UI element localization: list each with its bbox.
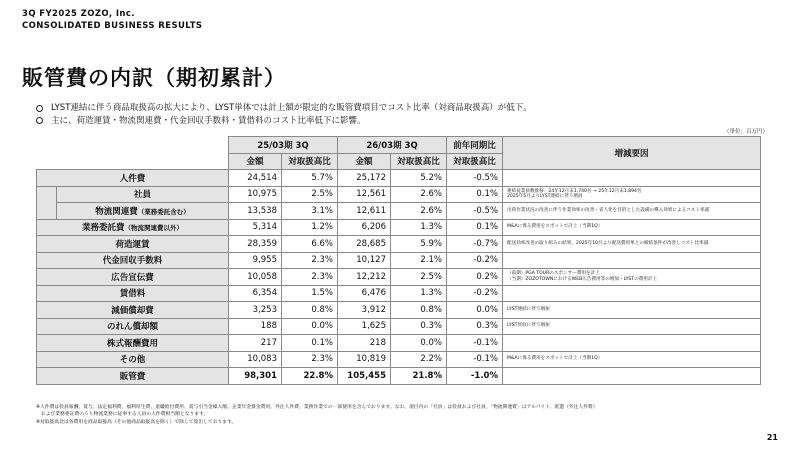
amount-prev-cell: 188 bbox=[229, 318, 282, 335]
amount-prev-cell: 3,253 bbox=[229, 302, 282, 319]
ratio-prev-cell: 0.0% bbox=[282, 318, 338, 335]
yoy-cell: -0.7% bbox=[447, 236, 503, 253]
row-label-text: 株式報酬費用 bbox=[106, 338, 158, 349]
reason-cell bbox=[503, 285, 761, 302]
bullet-list bbox=[36, 102, 532, 127]
ratio-curr-cell: 0.3% bbox=[391, 318, 447, 335]
row-label bbox=[37, 302, 229, 319]
ratio-curr-cell: 0.0% bbox=[391, 335, 447, 352]
table-row bbox=[37, 351, 761, 368]
reason-cell: 出荷作業状況の改善に伴う作業効率の改善・省人化を目的とした設備の導入効果によるコスト率減 bbox=[503, 203, 761, 220]
yoy-cell: 0.1% bbox=[447, 186, 503, 203]
row-label-text: 賃借料 bbox=[119, 289, 146, 300]
section-header: CONSOLIDATED BUSINESS RESULTS bbox=[22, 21, 203, 31]
row-label bbox=[37, 219, 229, 236]
ratio-curr-cell: 2.5% bbox=[391, 269, 447, 286]
row-label-text: その他 bbox=[119, 355, 146, 366]
row-label-text: のれん償却額 bbox=[106, 322, 158, 333]
amount-curr-cell: 12,561 bbox=[338, 186, 391, 203]
yoy-cell: 0.3% bbox=[447, 318, 503, 335]
bullet-circle-icon bbox=[36, 117, 43, 124]
ratio-prev-cell: 1.5% bbox=[282, 285, 338, 302]
amount-curr-cell: 6,206 bbox=[338, 219, 391, 236]
row-label-note: （業務委託含む） bbox=[137, 207, 190, 216]
ratio-prev-cell: 2.5% bbox=[282, 186, 338, 203]
table-row bbox=[37, 236, 761, 253]
ratio-prev-cell: 1.2% bbox=[282, 219, 338, 236]
bullet-item bbox=[36, 115, 532, 128]
row-label-text: 減価償却費 bbox=[111, 305, 154, 316]
row-label-text: 広告宣伝費 bbox=[111, 272, 154, 283]
yoy-cell: -0.5% bbox=[447, 170, 503, 187]
row-label bbox=[37, 170, 229, 187]
amount-prev-cell: 28,359 bbox=[229, 236, 282, 253]
period2-header: 26/03期 3Q bbox=[338, 137, 447, 154]
amount-curr-cell: 3,912 bbox=[338, 302, 391, 319]
empty-corner bbox=[37, 137, 229, 170]
yoy-cell: 0.2% bbox=[447, 269, 503, 286]
table-row bbox=[37, 186, 761, 203]
bullet-circle-icon bbox=[36, 105, 43, 112]
amount-curr-cell: 25,172 bbox=[338, 170, 391, 187]
amount-prev-cell: 10,083 bbox=[229, 351, 282, 368]
ratio-prev-cell: 2.3% bbox=[282, 252, 338, 269]
ratio-subheader: 対取扱高比 bbox=[282, 153, 338, 170]
amount-prev-cell: 5,314 bbox=[229, 219, 282, 236]
row-label bbox=[57, 203, 229, 220]
amount-curr-cell: 12,611 bbox=[338, 203, 391, 220]
ratio-curr-cell: 1.3% bbox=[391, 285, 447, 302]
period1-header: 25/03期 3Q bbox=[229, 137, 338, 154]
ratio-subheader: 対取扱高比 bbox=[391, 153, 447, 170]
yoy-cell: -1.0% bbox=[447, 368, 503, 385]
row-label-text: 社員 bbox=[133, 190, 151, 201]
amount-prev-cell: 6,354 bbox=[229, 285, 282, 302]
bullet-text: LYST連結に伴う商品取扱高の拡大により、LYST単体では計上額が限定的な販管費項目でコスト比率（対商品取扱高）が低下。 bbox=[51, 103, 532, 113]
page-title: 販管費の内訳（期初累計） bbox=[22, 66, 286, 90]
table-row bbox=[37, 335, 761, 352]
row-label-text: 物流関連費 bbox=[95, 206, 138, 217]
ratio-prev-cell: 2.3% bbox=[282, 351, 338, 368]
amount-prev-cell: 13,538 bbox=[229, 203, 282, 220]
table-row bbox=[37, 285, 761, 302]
indent-cell bbox=[37, 186, 57, 203]
reason-cell bbox=[503, 368, 761, 385]
bullet-text: 主に、荷造運賃・物流関連費・代金回収手数料・賃借料のコスト比率低下に影響。 bbox=[51, 115, 366, 126]
yoy-cell: 0.1% bbox=[447, 219, 503, 236]
ratio-prev-cell: 3.1% bbox=[282, 203, 338, 220]
row-label bbox=[37, 236, 229, 253]
amount-curr-cell: 28,685 bbox=[338, 236, 391, 253]
ratio-curr-cell: 2.6% bbox=[391, 186, 447, 203]
row-label bbox=[37, 351, 229, 368]
reason-header: 増減要因 bbox=[503, 137, 761, 170]
row-label-text: 人件費 bbox=[119, 173, 146, 184]
ratio-subheader: 対取扱高比 bbox=[447, 153, 503, 170]
ratio-prev-cell: 5.7% bbox=[282, 170, 338, 187]
reason-cell: LYST買収に伴う増加 bbox=[503, 318, 761, 335]
table-header-row bbox=[37, 137, 761, 154]
table-row bbox=[37, 170, 761, 187]
ratio-curr-cell: 2.2% bbox=[391, 351, 447, 368]
ratio-curr-cell: 5.2% bbox=[391, 170, 447, 187]
row-label bbox=[37, 368, 229, 385]
amount-subheader: 金額 bbox=[338, 153, 391, 170]
reason-cell: M&Aに係る費用をスポットで計上（当期1Q） bbox=[503, 351, 761, 368]
reason-cell: M&Aに係る費用をスポットで計上（当期1Q） bbox=[503, 219, 761, 236]
row-label bbox=[37, 285, 229, 302]
ratio-prev-cell: 0.1% bbox=[282, 335, 338, 352]
table-row bbox=[37, 203, 761, 220]
yoy-cell: -0.2% bbox=[447, 252, 503, 269]
yoy-cell: -0.1% bbox=[447, 335, 503, 352]
amount-curr-cell: 12,212 bbox=[338, 269, 391, 286]
table-row bbox=[37, 368, 761, 385]
row-label-text: 販管費 bbox=[119, 371, 146, 382]
table-row bbox=[37, 252, 761, 269]
amount-curr-cell: 1,625 bbox=[338, 318, 391, 335]
row-label bbox=[37, 252, 229, 269]
amount-prev-cell: 98,301 bbox=[229, 368, 282, 385]
bullet-item bbox=[36, 102, 532, 115]
amount-prev-cell: 24,514 bbox=[229, 170, 282, 187]
ratio-prev-cell: 0.8% bbox=[282, 302, 338, 319]
ratio-curr-cell: 2.1% bbox=[391, 252, 447, 269]
amount-prev-cell: 9,955 bbox=[229, 252, 282, 269]
reason-cell: （前期）PGA TOURのスポンサー費用を計上 （当期）ZOZOTOWNにおけるWEB広告費用等の増加・LYSTの費用計上 bbox=[503, 269, 761, 286]
yoy-header: 前年同期比 bbox=[447, 137, 503, 154]
page-number: 21 bbox=[766, 433, 778, 442]
footnote: および業務委託費のうち物流業務に従事する人員の人件費相当額となります。 bbox=[36, 412, 209, 417]
amount-prev-cell: 217 bbox=[229, 335, 282, 352]
table-row bbox=[37, 302, 761, 319]
amount-subheader: 金額 bbox=[229, 153, 282, 170]
reason-cell: LYST連結に伴う増加 bbox=[503, 302, 761, 319]
ratio-curr-cell: 21.8% bbox=[391, 368, 447, 385]
amount-curr-cell: 10,127 bbox=[338, 252, 391, 269]
ratio-prev-cell: 2.3% bbox=[282, 269, 338, 286]
amount-curr-cell: 6,476 bbox=[338, 285, 391, 302]
yoy-cell: -0.5% bbox=[447, 203, 503, 220]
footnote: ※人件費は役員報酬、賞与、法定福利費、福利厚生費、退職給付費用、賞与引当金繰入額、企業年金掛金費用、外注人件費、業務作業での一部使用を含んでおります。なお、項目内の「社員」は役員および社員、「物流関連費」はアルバイト、派遣（外注人件費） bbox=[36, 405, 598, 410]
row-label bbox=[37, 318, 229, 335]
yoy-cell: -0.2% bbox=[447, 285, 503, 302]
reason-cell bbox=[503, 170, 761, 187]
ratio-prev-cell: 22.8% bbox=[282, 368, 338, 385]
ratio-curr-cell: 5.9% bbox=[391, 236, 447, 253]
row-label-text: 代金回収手数料 bbox=[102, 256, 163, 267]
indent-cell bbox=[37, 203, 57, 220]
row-label bbox=[37, 269, 229, 286]
row-label-text: 業務委託費 bbox=[81, 223, 125, 234]
row-label bbox=[37, 335, 229, 352]
table-row bbox=[37, 269, 761, 286]
ratio-prev-cell: 6.6% bbox=[282, 236, 338, 253]
table-body bbox=[37, 170, 761, 385]
amount-curr-cell: 10,819 bbox=[338, 351, 391, 368]
yoy-cell: 0.0% bbox=[447, 302, 503, 319]
amount-curr-cell: 218 bbox=[338, 335, 391, 352]
amount-curr-cell: 105,455 bbox=[338, 368, 391, 385]
ratio-curr-cell: 2.6% bbox=[391, 203, 447, 220]
reason-cell: 配送効率改善の取り組みの結果、2025年10月より配送費用単との締結条件が改善しコスト比率減 bbox=[503, 236, 761, 253]
footnote: ※対取扱高比は各費用を商品取扱高（その他商品取扱高を除く）で除して算出しております。 bbox=[36, 420, 237, 425]
ratio-curr-cell: 0.8% bbox=[391, 302, 447, 319]
reason-cell: 連結従業員数推移：24年12月末1,740名 → 25年12月末1,894名 2025年5月よりLYST連結に伴う増員 bbox=[503, 186, 761, 203]
row-label bbox=[57, 186, 229, 203]
company-header: 3Q FY2025 ZOZO, Inc. bbox=[22, 9, 135, 19]
sga-breakdown-table bbox=[36, 136, 761, 385]
table-row bbox=[37, 318, 761, 335]
ratio-curr-cell: 1.3% bbox=[391, 219, 447, 236]
row-label-note: （物流関連費以外） bbox=[124, 224, 183, 233]
amount-prev-cell: 10,058 bbox=[229, 269, 282, 286]
yoy-cell: -0.1% bbox=[447, 351, 503, 368]
amount-prev-cell: 10,975 bbox=[229, 186, 282, 203]
unit-label: （単位：百万円） bbox=[723, 129, 768, 135]
reason-cell bbox=[503, 252, 761, 269]
reason-cell bbox=[503, 335, 761, 352]
row-label-text: 荷造運賃 bbox=[115, 239, 150, 250]
table-row bbox=[37, 219, 761, 236]
